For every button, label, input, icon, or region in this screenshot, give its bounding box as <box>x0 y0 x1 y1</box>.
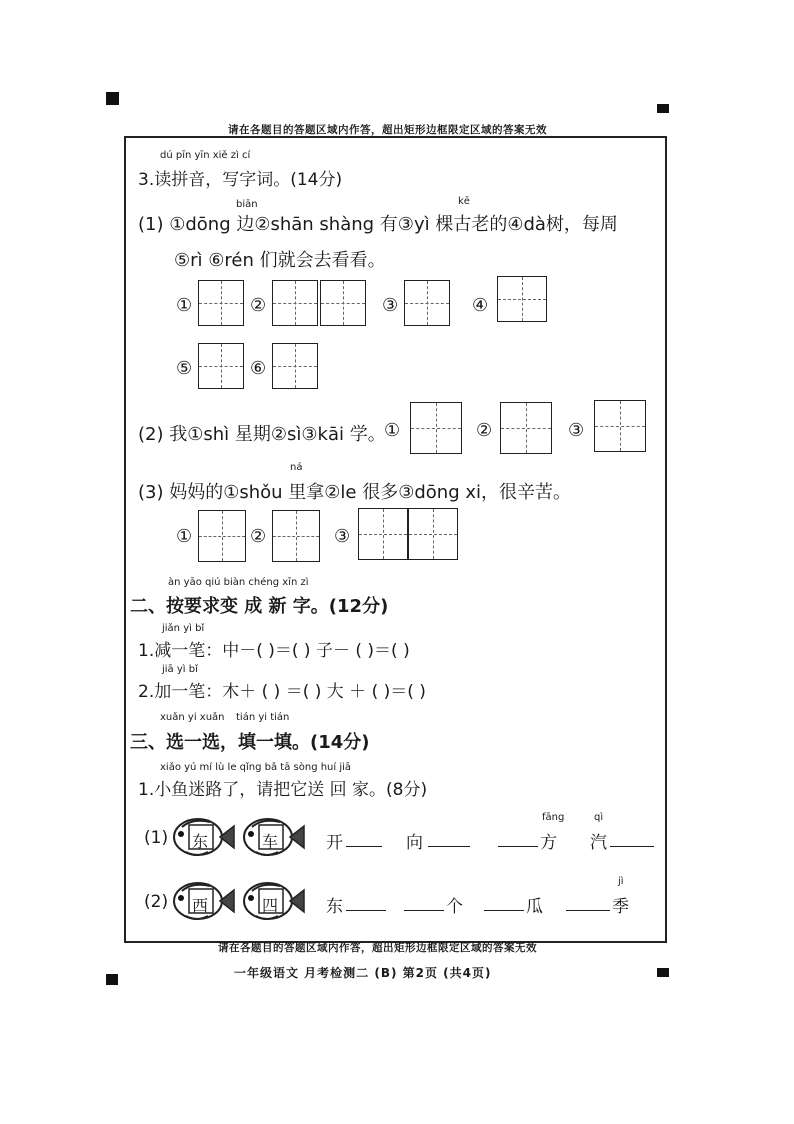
q3-p2-box-1[interactable] <box>410 402 462 454</box>
registration-mark-top-right <box>657 104 669 113</box>
s3-row1-blank-3[interactable] <box>498 828 538 847</box>
q3-p3-box-2[interactable] <box>272 510 320 562</box>
q3-p1-label-3: ③ <box>382 295 399 316</box>
q3-p1-pinyin-bian: biān <box>236 199 258 210</box>
fish-4-char: 四 <box>262 896 279 915</box>
q3-p3-label-3: ③ <box>334 526 351 547</box>
q3-p1-pinyin-ke: kē <box>458 196 470 207</box>
q3-title: 3.读拼音，写字词。(14分) <box>138 170 343 190</box>
s3-row1-pinyin-qi: qì <box>594 812 604 823</box>
q3-p1-box-2a[interactable] <box>272 280 318 326</box>
q3-p3-line: (3) 妈妈的①shǒu 里拿②le 很多③dōng xi，很辛苦。 <box>138 482 572 503</box>
q3-p3-box-3b[interactable] <box>408 508 458 560</box>
s3-row2-word-3: 瓜 <box>526 897 543 917</box>
s3-row1-blank-4[interactable] <box>610 828 654 847</box>
q3-p3-label-2: ② <box>250 526 267 547</box>
answer-area-notice-bottom: 请在各题目的答题区域内作答，超出矩形边框限定区域的答案无效 <box>218 942 537 954</box>
q3-p3-box-3a[interactable] <box>358 508 408 560</box>
s3-row2-word-1: 东 <box>326 897 343 917</box>
s2-title-pinyin: àn yāo qiú biàn chéng xīn zì <box>168 577 309 588</box>
s3-pinyin-b: tián yi tián <box>236 712 290 723</box>
s3-row1-word-3: 方 <box>540 833 557 853</box>
q3-title-pinyin: dú pīn yīn xiě zì cí <box>160 150 251 161</box>
page-footer: 一年级语文 月考检测二 (B) 第2页 (共4页) <box>234 966 492 980</box>
s3-row2-blank-3[interactable] <box>484 892 524 911</box>
q3-p1-box-3[interactable] <box>404 280 450 326</box>
fish-2-char: 车 <box>262 832 279 851</box>
s3-row2-label: (2) <box>144 892 169 912</box>
q3-p1-box-5[interactable] <box>198 343 244 389</box>
q3-p3-pinyin-na: ná <box>290 462 303 473</box>
registration-mark-bottom-left <box>106 974 118 985</box>
q3-p3-label-1: ① <box>176 526 193 547</box>
q3-p2-label-1: ① <box>384 420 401 441</box>
fish-1-char: 东 <box>192 832 209 851</box>
q3-p1-line1: (1) ①dōng 边②shān shàng 有③yì 棵古老的④dà树，每周 <box>138 214 618 235</box>
s3-row2-blank-1[interactable] <box>346 892 386 911</box>
q3-p1-box-6[interactable] <box>272 343 318 389</box>
s3-row2-blank-2[interactable] <box>404 892 444 911</box>
s3-row1-label: (1) <box>144 828 169 848</box>
s3-row2-word-2: 个 <box>446 897 463 917</box>
q3-p1-box-4[interactable] <box>497 276 547 322</box>
q3-p1-label-2: ② <box>250 295 267 316</box>
s3-row2-pinyin-ji: jì <box>618 876 624 887</box>
q3-p2-box-2[interactable] <box>500 402 552 454</box>
s3-row1-word-2: 向 <box>406 833 423 853</box>
s2-p1-line: 1.减一笔：中－( )＝( ) 子－ ( )＝( ) <box>138 641 410 661</box>
s3-row1-pinyin-fang: fāng <box>542 812 565 823</box>
q3-p1-label-1: ① <box>176 295 193 316</box>
s3-q1-title: 1.小鱼迷路了，请把它送 回 家。(8分) <box>138 780 428 800</box>
q3-p2-line: (2) 我①shì 星期②sì③kāi 学。 <box>138 424 386 445</box>
q3-p1-line2: ⑤rì ⑥rén 们就会去看看。 <box>174 250 386 271</box>
q3-p1-box-1[interactable] <box>198 280 244 326</box>
s3-title: 三、选一选，填一填。(14分) <box>130 732 370 753</box>
q3-p2-label-3: ③ <box>568 420 585 441</box>
q3-p3-box-1[interactable] <box>198 510 246 562</box>
q3-p1-label-6: ⑥ <box>250 358 267 379</box>
answer-area-notice-top: 请在各题目的答题区域内作答，超出矩形边框限定区域的答案无效 <box>228 124 547 136</box>
registration-mark-bottom-right <box>657 968 669 977</box>
s3-row2-blank-4[interactable] <box>566 892 610 911</box>
fish-3-char: 西 <box>192 896 209 915</box>
s3-row1-blank-1[interactable] <box>346 828 382 847</box>
s3-row1-blank-2[interactable] <box>428 828 470 847</box>
s2-title: 二、按要求变 成 新 字。(12分) <box>130 596 389 617</box>
s3-pinyin-a: xuǎn yi xuǎn <box>160 712 225 723</box>
s2-p2-pinyin: jiā yì bǐ <box>162 664 198 675</box>
q3-p1-label-5: ⑤ <box>176 358 193 379</box>
registration-mark-top-left <box>106 92 119 105</box>
s3-row2-word-4: 季 <box>612 897 629 917</box>
s2-p1-pinyin: jiǎn yì bǐ <box>162 623 205 634</box>
q3-p2-box-3[interactable] <box>594 400 646 452</box>
q3-p2-label-2: ② <box>476 420 493 441</box>
s3-row1-word-4: 汽 <box>590 833 607 853</box>
s2-p2-line: 2.加一笔：木＋ ( ) ＝( ) 大 ＋ ( )＝( ) <box>138 682 426 702</box>
q3-p1-label-4: ④ <box>472 295 489 316</box>
s3-row1-word-1: 开 <box>326 833 343 853</box>
s3-q1-pinyin: xiǎo yú mí lù le qǐng bǎ tā sòng huí jiā <box>160 762 352 773</box>
q3-p1-box-2b[interactable] <box>320 280 366 326</box>
